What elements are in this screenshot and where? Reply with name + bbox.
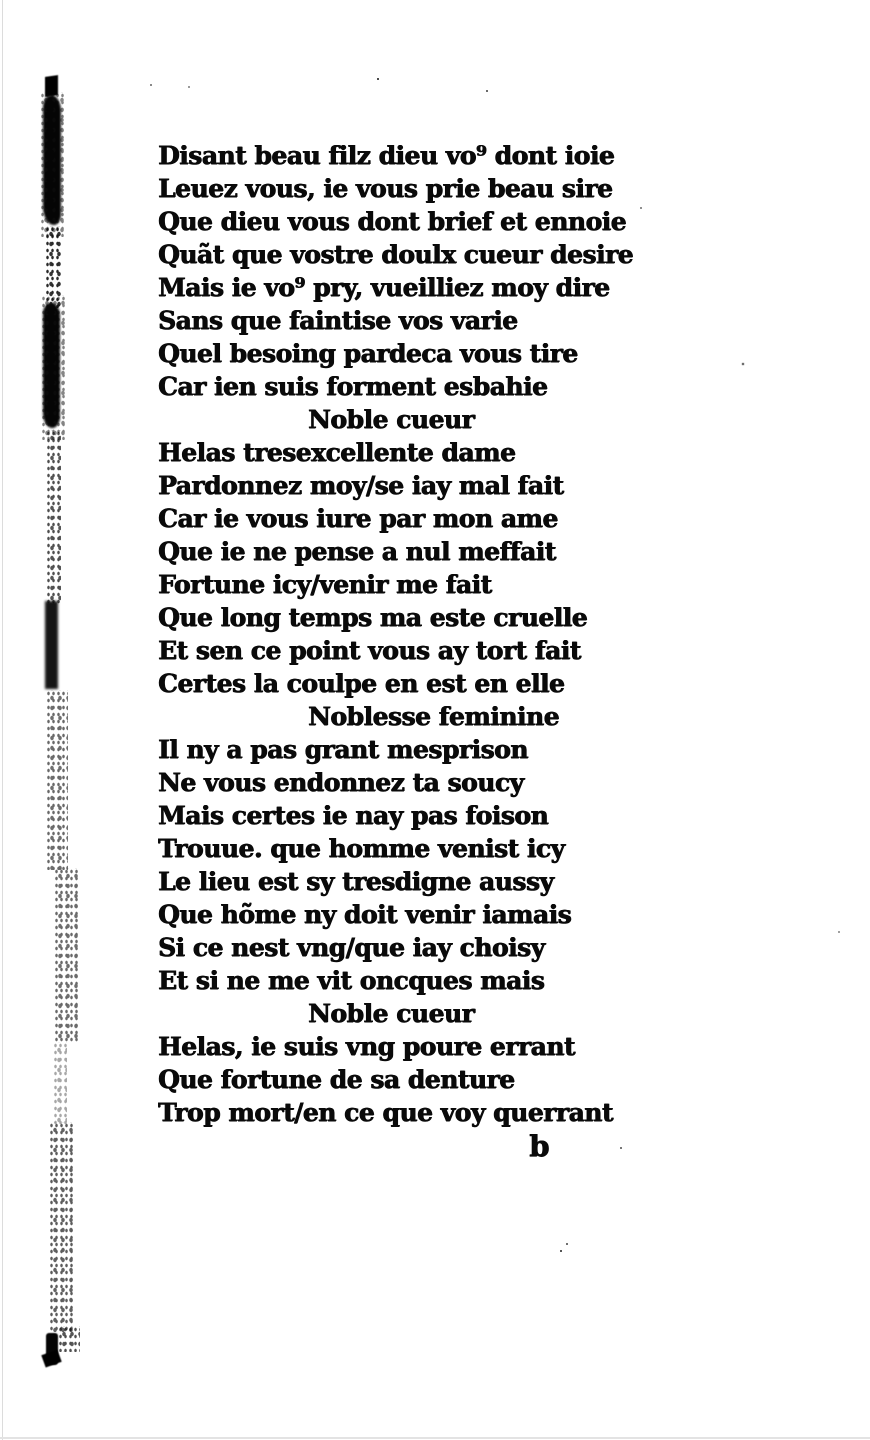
speaker-heading: Noblesse feminine (308, 702, 560, 731)
poem-line: Mais ie vo⁹ pry, vueilliez moy dire (158, 273, 610, 302)
poem-line: Le lieu est sy tresdigne aussy (158, 867, 554, 896)
poem-line: Que ie ne pense a nul meffait (158, 537, 556, 566)
poem-line: Trouue. que homme venist icy (158, 834, 565, 863)
poem-line: Mais certes ie nay pas foison (158, 801, 549, 830)
poem-line: Sans que faintise vos varie (158, 306, 518, 335)
poem-line: Car ie vous iure par mon ame (158, 504, 558, 533)
poem-line: Quel besoing pardeca vous tire (158, 339, 578, 368)
poem-line: Trop mort/en ce que voy querrant (158, 1098, 613, 1127)
poem (158, 139, 678, 1129)
poem-line: Disant beau filz dieu vo⁹ dont ioie (158, 141, 615, 170)
dust-specks (0, 0, 2, 2)
poem-line: Car ien suis forment esbahie (158, 372, 548, 401)
poem-line: Que fortune de sa denture (158, 1065, 515, 1094)
poem-line: Que dieu vous dont brief et ennoie (158, 207, 627, 236)
poem-line: Leuez vous, ie vous prie beau sire (158, 174, 613, 203)
speaker-heading: Noble cueur (308, 999, 475, 1028)
gutter-speckle (46, 430, 61, 605)
poem-line: Que hõme ny doit venir iamais (158, 900, 572, 929)
gutter-speckle (53, 1042, 67, 1124)
gutter-ink-tail (41, 1349, 61, 1367)
gutter-speckle (41, 295, 65, 440)
poem-line: Helas tresexcellente dame (158, 438, 516, 467)
poem-line: Helas, ie suis vng poure errant (158, 1032, 576, 1061)
speaker-heading: Noble cueur (308, 405, 475, 434)
poem-line: Il ny a pas grant mesprison (158, 735, 528, 764)
gutter-speckle (54, 868, 78, 1043)
gutter-speckle (49, 1122, 75, 1332)
poem-line: Ne vous endonnez ta soucy (158, 768, 524, 797)
scan-edge-left (2, 0, 3, 1440)
poem-line: Et sen ce point vous ay tort fait (158, 636, 581, 665)
scan-edge-bottom (0, 1437, 870, 1439)
poem-line: Certes la coulpe en est en elle (158, 669, 565, 698)
gutter-speckle (58, 1326, 80, 1352)
gutter-ink-blob (45, 601, 58, 689)
gutter-speckle (40, 92, 66, 237)
poem-line: Si ce nest vng/que iay choisy (158, 933, 545, 962)
poem-line: Et si ne me vit oncques mais (158, 966, 545, 995)
poem-line: Que long temps ma este cruelle (158, 603, 588, 632)
signature-mark: b (529, 1129, 550, 1163)
gutter-speckle (46, 690, 68, 870)
poem-line: Pardonnez moy/se iay mal fait (158, 471, 564, 500)
poem-line: Quãt que vostre doulx cueur desire (158, 240, 634, 269)
poem-line: Fortune icy/venir me fait (158, 570, 492, 599)
